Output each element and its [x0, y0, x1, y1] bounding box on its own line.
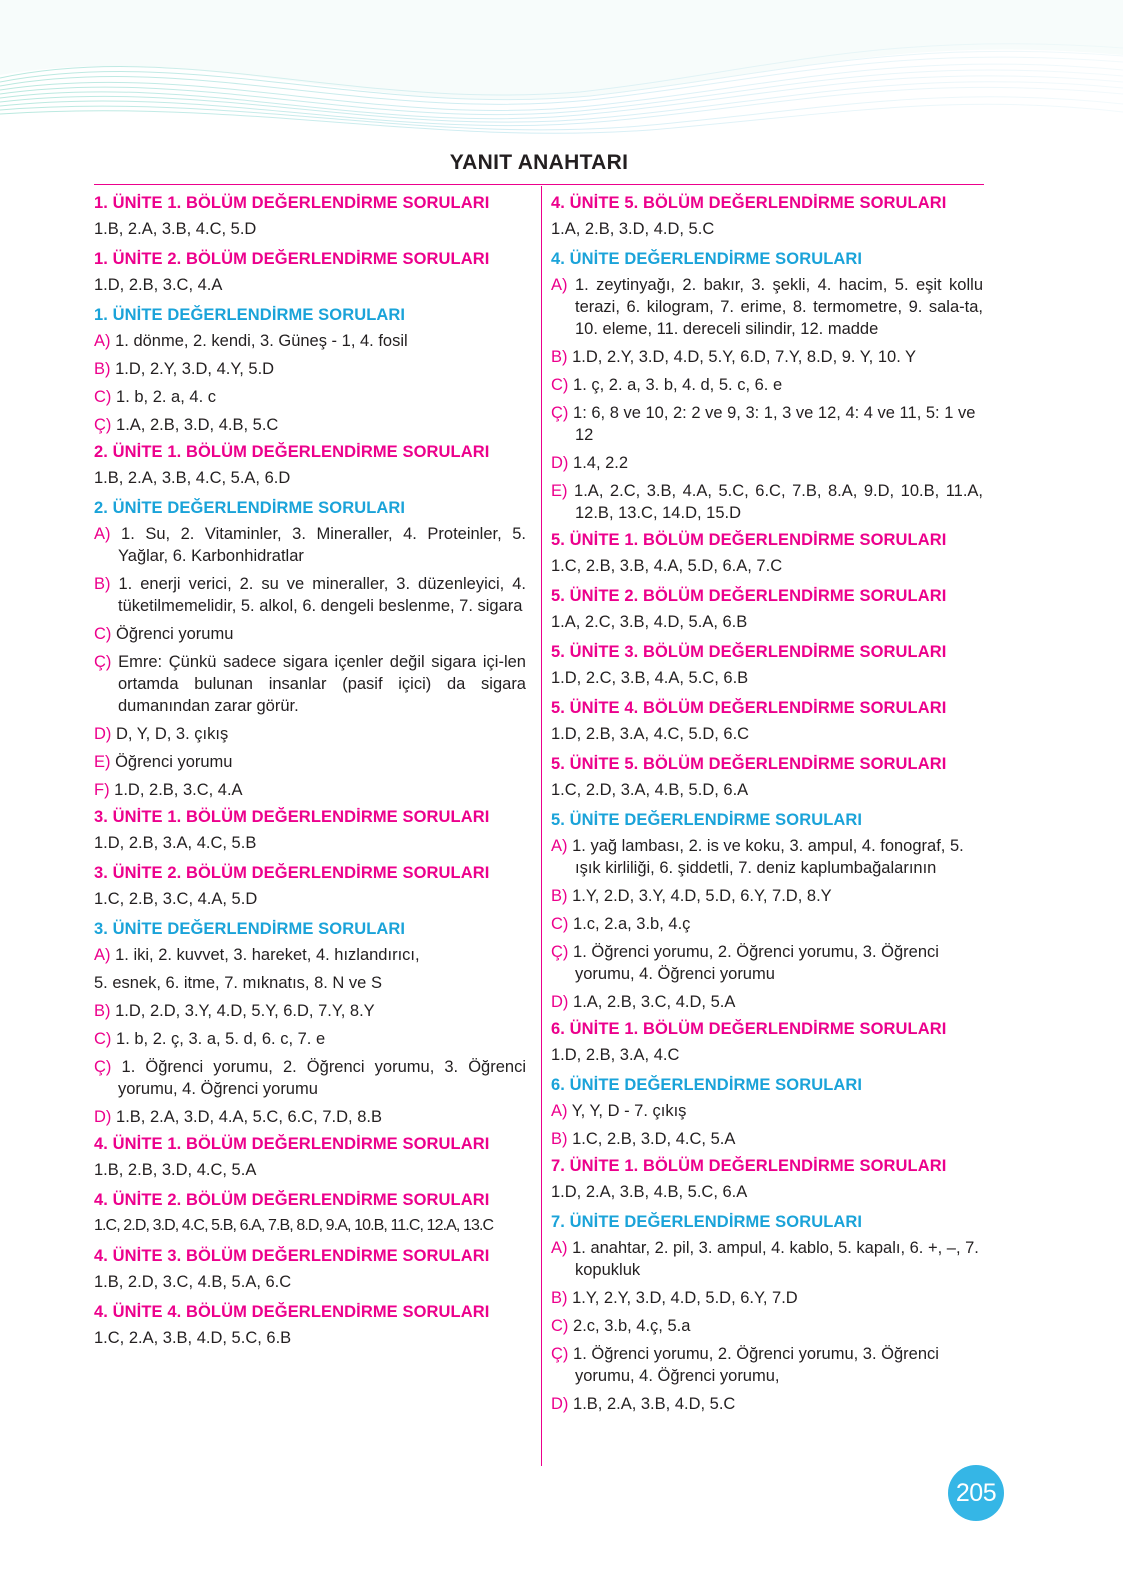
answer-line: 1.D, 2.C, 3.B, 4.A, 5.C, 6.B [551, 669, 749, 687]
answer-line: 1.B, 2.B, 3.D, 4.C, 5.A [94, 1161, 257, 1179]
answer-item [551, 885, 983, 907]
title-divider [94, 184, 984, 185]
item-label: D) [94, 1108, 112, 1126]
item-label: C) [94, 625, 112, 643]
answer-item [551, 1343, 983, 1387]
answer-item [94, 751, 526, 773]
answer-item-continued [94, 972, 526, 994]
item-label: E) [94, 753, 111, 771]
section-heading: 5. ÜNİTE 3. BÖLÜM DEĞERLENDİRME SORULARI [551, 643, 947, 661]
item-label: C) [94, 1030, 112, 1048]
section-u3-eval [94, 919, 526, 1128]
section-heading: 7. ÜNİTE DEĞERLENDİRME SORULARI [551, 1213, 863, 1231]
section-heading: 4. ÜNİTE 4. BÖLÜM DEĞERLENDİRME SORULARI [94, 1303, 490, 1321]
item-label: B) [94, 1002, 111, 1020]
section-u4-b2 [94, 1190, 526, 1237]
section-heading: 1. ÜNİTE 2. BÖLÜM DEĞERLENDİRME SORULARI [94, 250, 490, 268]
answer-item [551, 1237, 983, 1281]
answer-line: 1.C, 2.D, 3.D, 4.C, 5.B, 6.A, 7.B, 8.D, 9.A, 10.B, 11.C, 12.A, 13.C [94, 1217, 494, 1234]
section-u7-b1 [551, 1156, 983, 1203]
item-label: B) [94, 575, 111, 593]
section-u6-eval [551, 1075, 983, 1150]
item-label: F) [94, 781, 110, 799]
item-label: A) [551, 837, 568, 855]
section-heading: 1. ÜNİTE DEĞERLENDİRME SORULARI [94, 306, 406, 324]
item-text: 1.D, 2.B, 3.C, 4.A [114, 781, 243, 799]
item-label: B) [551, 1289, 568, 1307]
answer-item [551, 835, 983, 879]
item-text: 1.B, 2.A, 3.B, 4.D, 5.C [573, 1395, 736, 1413]
item-label: Ç) [94, 1058, 112, 1076]
right-column [551, 189, 983, 1421]
item-label: B) [94, 360, 111, 378]
item-label: C) [94, 388, 112, 406]
answer-item [551, 1287, 983, 1309]
answer-item [94, 1056, 526, 1100]
answer-line: 1.D, 2.B, 3.A, 4.C, 5.D, 6.C [551, 725, 750, 743]
item-text: Öğrenci yorumu [115, 753, 233, 771]
section-heading: 5. ÜNİTE 1. BÖLÜM DEĞERLENDİRME SORULARI [551, 531, 947, 549]
item-text: 1.D, 2.D, 3.Y, 4.D, 5.Y, 6.D, 7.Y, 8.Y [115, 1002, 375, 1020]
item-label: Ç) [551, 1345, 569, 1363]
item-label: Ç) [94, 416, 112, 434]
item-label: B) [551, 887, 568, 905]
answer-item [551, 913, 983, 935]
answer-item [94, 779, 526, 801]
answer-item [94, 623, 526, 645]
section-u7-eval [551, 1212, 983, 1415]
header-wave-decoration [0, 0, 1123, 160]
item-label: Ç) [551, 404, 569, 422]
section-heading: 5. ÜNİTE DEĞERLENDİRME SORULARI [551, 811, 863, 829]
item-text: 2.c, 3.b, 4.ç, 5.a [573, 1317, 691, 1335]
answer-line: 1.D, 2.B, 3.C, 4.A [94, 276, 223, 294]
item-text: D, Y, D, 3. çıkış [116, 725, 229, 743]
item-text: 1. Öğrenci yorumu, 2. Öğrenci yorumu, 3. Öğrenci yorumu, 4. Öğrenci yorumu, [573, 1345, 939, 1385]
item-label: D) [551, 1395, 569, 1413]
section-heading: 4. ÜNİTE DEĞERLENDİRME SORULARI [551, 250, 863, 268]
answer-item [551, 1393, 983, 1415]
item-text: Öğrenci yorumu [116, 625, 234, 643]
item-text: 1.D, 2.Y, 3.D, 4.Y, 5.D [115, 360, 275, 378]
answer-item [551, 346, 983, 368]
answer-item [551, 402, 983, 446]
item-label: D) [551, 454, 569, 472]
item-text: 1. dönme, 2. kendi, 3. Güneş - 1, 4. fosil [115, 332, 408, 350]
item-text: 1.c, 2.a, 3.b, 4.ç [573, 915, 691, 933]
item-label: A) [94, 525, 111, 543]
item-text: 5. esnek, 6. itme, 7. mıknatıs, 8. N ve S [94, 974, 382, 992]
item-text: 1.B, 2.A, 3.D, 4.A, 5.C, 6.C, 7.D, 8.B [116, 1108, 382, 1126]
answer-line: 1.C, 2.D, 3.A, 4.B, 5.D, 6.A [551, 781, 749, 799]
item-label: E) [551, 482, 568, 500]
item-text: 1. zeytinyağı, 2. bakır, 3. şekli, 4. hacim, 5. eşit kollu terazi, 6. kilogram, 7. erime, 8. termometre, 9. sala-ta, 10. eleme, 11. dereceli silindir, 12. madde [574, 276, 983, 338]
section-heading: 3. ÜNİTE 1. BÖLÜM DEĞERLENDİRME SORULARI [94, 808, 490, 826]
answer-line: 1.A, 2.C, 3.B, 4.D, 5.A, 6.B [551, 613, 748, 631]
section-u4-b4 [94, 1302, 526, 1349]
section-u5-b5 [551, 754, 983, 801]
item-label: D) [551, 993, 569, 1011]
item-text: Y, Y, D - 7. çıkış [571, 1102, 687, 1120]
section-u2-b1 [94, 442, 526, 489]
answer-item [94, 723, 526, 745]
answer-item [94, 573, 526, 617]
answer-item [94, 523, 526, 567]
item-label: D) [94, 725, 112, 743]
item-text: 1. Öğrenci yorumu, 2. Öğrenci yorumu, 3. Öğrenci yorumu, 4. Öğrenci yorumu [573, 943, 939, 983]
answer-item [94, 1000, 526, 1022]
item-label: A) [551, 1239, 568, 1257]
item-text: 1.D, 2.Y, 3.D, 4.D, 5.Y, 6.D, 7.Y, 8.D, 9. Y, 10. Y [572, 348, 917, 366]
section-u5-b3 [551, 642, 983, 689]
section-u5-b2 [551, 586, 983, 633]
section-heading: 7. ÜNİTE 1. BÖLÜM DEĞERLENDİRME SORULARI [551, 1157, 947, 1175]
section-heading: 5. ÜNİTE 2. BÖLÜM DEĞERLENDİRME SORULARI [551, 587, 947, 605]
answer-line: 1.C, 2.B, 3.C, 4.A, 5.D [94, 890, 258, 908]
answer-item [94, 414, 526, 436]
answer-item [551, 991, 983, 1013]
section-u5-b4 [551, 698, 983, 745]
answer-line: 1.B, 2.D, 3.C, 4.B, 5.A, 6.C [94, 1273, 292, 1291]
column-divider [541, 186, 542, 1466]
section-heading: 1. ÜNİTE 1. BÖLÜM DEĞERLENDİRME SORULARI [94, 194, 490, 212]
item-text: 1. Öğrenci yorumu, 2. Öğrenci yorumu, 3. Öğrenci yorumu, 4. Öğrenci yorumu [118, 1058, 526, 1098]
section-u4-b5 [551, 193, 983, 240]
item-text: Emre: Çünkü sadece sigara içenler değil sigara içi-len ortamda bulunan insanlar (pasif içici) da sigara dumanından zarar görür. [118, 653, 526, 715]
answer-item [94, 386, 526, 408]
item-label: A) [551, 276, 568, 294]
item-label: C) [551, 376, 569, 394]
answer-item [94, 944, 526, 966]
answer-line: 1.D, 2.B, 3.A, 4.C, 5.B [94, 834, 257, 852]
item-text: 1.4, 2.2 [573, 454, 629, 472]
item-text: 1. yağ lambası, 2. is ve koku, 3. ampul, 4. fonograf, 5. ışık kirliliği, 6. şiddetli, 7. deniz kaplumbağalarının [572, 837, 964, 877]
section-heading: 4. ÜNİTE 3. BÖLÜM DEĞERLENDİRME SORULARI [94, 1247, 490, 1265]
answer-item [94, 358, 526, 380]
answer-item [94, 1028, 526, 1050]
answer-item [94, 1106, 526, 1128]
section-u5-eval [551, 810, 983, 1013]
section-heading: 3. ÜNİTE 2. BÖLÜM DEĞERLENDİRME SORULARI [94, 864, 490, 882]
item-label: A) [94, 332, 111, 350]
item-text: 1. iki, 2. kuvvet, 3. hareket, 4. hızlandırıcı, [115, 946, 420, 964]
item-text: 1.A, 2.B, 3.D, 4.B, 5.C [116, 416, 279, 434]
answer-item [94, 651, 526, 717]
answer-item [551, 941, 983, 985]
item-text: 1. Su, 2. Vitaminler, 3. Mineraller, 4. Proteinler, 5. Yağlar, 6. Karbonhidratlar [118, 525, 526, 565]
section-heading: 6. ÜNİTE 1. BÖLÜM DEĞERLENDİRME SORULARI [551, 1020, 947, 1038]
item-label: C) [551, 915, 569, 933]
item-text: 1.C, 2.B, 3.D, 4.C, 5.A [572, 1130, 736, 1148]
section-u3-b2 [94, 863, 526, 910]
section-heading: 2. ÜNİTE 1. BÖLÜM DEĞERLENDİRME SORULARI [94, 443, 490, 461]
section-u4-b3 [94, 1246, 526, 1293]
item-text: 1. b, 2. a, 4. c [116, 388, 216, 406]
section-u4-eval [551, 249, 983, 524]
answer-line: 1.C, 2.B, 3.B, 4.A, 5.D, 6.A, 7.C [551, 557, 783, 575]
section-heading: 4. ÜNİTE 2. BÖLÜM DEĞERLENDİRME SORULARI [94, 1191, 490, 1209]
answer-line: 1.D, 2.B, 3.A, 4.C [551, 1046, 680, 1064]
section-u6-b1 [551, 1019, 983, 1066]
section-u2-eval [94, 498, 526, 801]
page-title: YANIT ANAHTARI [449, 151, 629, 174]
section-heading: 6. ÜNİTE DEĞERLENDİRME SORULARI [551, 1076, 863, 1094]
section-heading: 3. ÜNİTE DEĞERLENDİRME SORULARI [94, 920, 406, 938]
answer-item [551, 374, 983, 396]
item-label: C) [551, 1317, 569, 1335]
section-u1-b1 [94, 193, 526, 240]
item-text: 1. anahtar, 2. pil, 3. ampul, 4. kablo, 5. kapalı, 6. +, –, 7. kopukluk [572, 1239, 979, 1279]
section-u1-eval [94, 305, 526, 436]
answer-item [551, 480, 983, 524]
item-text: 1.Y, 2.D, 3.Y, 4.D, 5.D, 6.Y, 7.D, 8.Y [572, 887, 832, 905]
answer-line: 1.B, 2.A, 3.B, 4.C, 5.A, 6.D [94, 469, 291, 487]
item-text: 1. enerji verici, 2. su ve mineraller, 3. düzenleyici, 4. tüketilmemelidir, 5. alkol, 6. dengeli beslenme, 7. sigara [118, 575, 526, 615]
item-label: A) [551, 1102, 568, 1120]
item-label: A) [94, 946, 111, 964]
section-heading: 4. ÜNİTE 1. BÖLÜM DEĞERLENDİRME SORULARI [94, 1135, 490, 1153]
section-heading: 5. ÜNİTE 5. BÖLÜM DEĞERLENDİRME SORULARI [551, 755, 947, 773]
answer-item [94, 330, 526, 352]
item-text: 1. ç, 2. a, 3. b, 4. d, 5. c, 6. e [573, 376, 783, 394]
item-label: B) [551, 1130, 568, 1148]
section-heading: 2. ÜNİTE DEĞERLENDİRME SORULARI [94, 499, 406, 517]
answer-line: 1.C, 2.A, 3.B, 4.D, 5.C, 6.B [94, 1329, 292, 1347]
item-text: 1.Y, 2.Y, 3.D, 4.D, 5.D, 6.Y, 7.D [572, 1289, 798, 1307]
item-text: 1.A, 2.B, 3.C, 4.D, 5.A [573, 993, 736, 1011]
item-text: 1.A, 2.C, 3.B, 4.A, 5.C, 6.C, 7.B, 8.A, 9.D, 10.B, 11.A, 12.B, 13.C, 14.D, 15.D [574, 482, 984, 522]
item-label: Ç) [551, 943, 569, 961]
item-text: 1: 6, 8 ve 10, 2: 2 ve 9, 3: 1, 3 ve 12, 4: 4 ve 11, 5: 1 ve 12 [573, 404, 976, 444]
item-label: B) [551, 348, 568, 366]
section-u5-b1 [551, 530, 983, 577]
answer-line: 1.B, 2.A, 3.B, 4.C, 5.D [94, 220, 257, 238]
answer-line: 1.D, 2.A, 3.B, 4.B, 5.C, 6.A [551, 1183, 748, 1201]
answer-item [551, 1315, 983, 1337]
left-column [94, 189, 526, 1358]
answer-item [551, 452, 983, 474]
answer-line: 1.A, 2.B, 3.D, 4.D, 5.C [551, 220, 715, 238]
answer-item [551, 1100, 983, 1122]
item-text: 1. b, 2. ç, 3. a, 5. d, 6. c, 7. e [116, 1030, 326, 1048]
section-heading: 4. ÜNİTE 5. BÖLÜM DEĞERLENDİRME SORULARI [551, 194, 947, 212]
section-u3-b1 [94, 807, 526, 854]
section-u4-b1 [94, 1134, 526, 1181]
section-u1-b2 [94, 249, 526, 296]
answer-item [551, 274, 983, 340]
item-label: Ç) [94, 653, 112, 671]
page-number-badge: 205 [948, 1465, 1004, 1521]
answer-item [551, 1128, 983, 1150]
section-heading: 5. ÜNİTE 4. BÖLÜM DEĞERLENDİRME SORULARI [551, 699, 947, 717]
